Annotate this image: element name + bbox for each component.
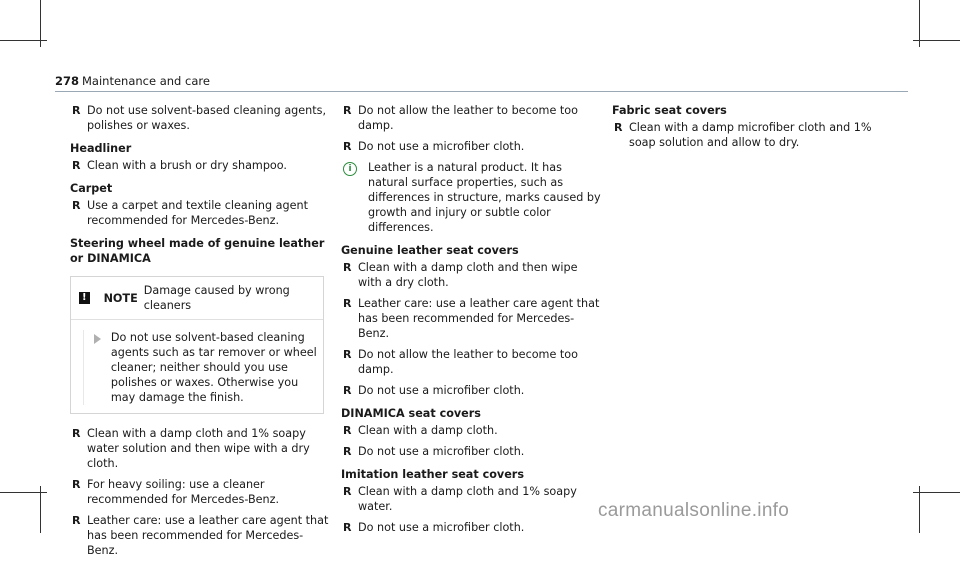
list-item bbox=[341, 139, 601, 154]
list-item bbox=[341, 260, 601, 290]
note-side-bar bbox=[83, 330, 84, 405]
bullet-icon: R bbox=[72, 199, 81, 212]
section-title: Maintenance and care bbox=[82, 74, 210, 88]
list-item bbox=[612, 120, 872, 150]
bullet-list bbox=[341, 260, 601, 398]
bullet-icon: R bbox=[614, 121, 623, 134]
list-item-text: Do not use a microfiber cloth. bbox=[358, 445, 525, 458]
bullet-list bbox=[341, 103, 601, 154]
column-1 bbox=[70, 103, 330, 564]
bullet-icon: R bbox=[343, 104, 352, 117]
bullet-icon: R bbox=[343, 261, 352, 274]
header-divider bbox=[55, 91, 908, 92]
list-item bbox=[341, 103, 601, 133]
column-2 bbox=[341, 103, 601, 541]
list-item-text: Do not use a microfiber cloth. bbox=[358, 521, 525, 534]
heading-imitation-leather: Imitation leather seat covers bbox=[341, 468, 524, 481]
list-item bbox=[70, 426, 330, 471]
list-item bbox=[341, 296, 601, 341]
heading-dinamica: DINAMICA seat covers bbox=[341, 407, 481, 420]
bullet-list bbox=[612, 120, 872, 150]
crop-mark bbox=[0, 492, 47, 493]
list-item-text: Clean with a damp cloth. bbox=[358, 424, 498, 437]
bullet-icon: R bbox=[72, 427, 81, 440]
list-item bbox=[70, 477, 330, 507]
info-note bbox=[341, 160, 601, 235]
list-item bbox=[70, 198, 330, 228]
bullet-icon: R bbox=[343, 384, 352, 397]
heading-genuine-leather: Genuine leather seat covers bbox=[341, 244, 519, 257]
list-item-text: Clean with a brush or dry shampoo. bbox=[87, 159, 287, 172]
heading-headliner: Headliner bbox=[70, 142, 132, 155]
bullet-icon: R bbox=[343, 485, 352, 498]
list-item bbox=[341, 444, 601, 459]
bullet-icon: R bbox=[72, 478, 81, 491]
list-item-text: Do not allow the leather to become too damp. bbox=[358, 348, 578, 376]
heading-fabric: Fabric seat covers bbox=[612, 104, 727, 117]
warning-icon: ! bbox=[79, 292, 90, 304]
list-item bbox=[70, 103, 330, 133]
list-item-text: Do not use a microfiber cloth. bbox=[358, 140, 525, 153]
column-3 bbox=[612, 103, 872, 156]
list-item-text: Do not use a microfiber cloth. bbox=[358, 384, 525, 397]
page-number: 278 bbox=[55, 74, 80, 88]
list-item-text: Clean with a damp cloth and 1% soapy water. bbox=[358, 485, 577, 513]
bullet-list bbox=[70, 158, 330, 173]
list-item bbox=[70, 513, 330, 558]
crop-mark bbox=[40, 486, 41, 533]
list-item-text: Leather care: use a leather care agent that has been recommended for Mercedes-Benz. bbox=[87, 514, 329, 557]
list-item-text: Use a carpet and textile cleaning agent recommended for Mercedes-Benz. bbox=[87, 199, 309, 227]
triangle-right-icon bbox=[94, 334, 101, 344]
bullet-icon: R bbox=[72, 104, 81, 117]
list-item bbox=[70, 158, 330, 173]
bullet-icon: R bbox=[343, 445, 352, 458]
list-item bbox=[341, 383, 601, 398]
bullet-list bbox=[341, 423, 601, 459]
bullet-icon: R bbox=[343, 521, 352, 534]
crop-mark bbox=[0, 40, 47, 41]
list-item-text: Do not use solvent-based cleaning agents, polishes or waxes. bbox=[87, 104, 327, 132]
note-header bbox=[71, 277, 323, 320]
crop-mark bbox=[913, 40, 960, 41]
note-box bbox=[70, 276, 324, 414]
bullet-icon: R bbox=[343, 424, 352, 437]
heading-steering-wheel: Steering wheel made of genuine leather or DINAMICA bbox=[70, 237, 325, 265]
note-body bbox=[71, 320, 323, 413]
list-item-text: Clean with a damp cloth and then wipe with a dry cloth. bbox=[358, 261, 578, 289]
list-item bbox=[341, 484, 601, 514]
bullet-icon: R bbox=[343, 348, 352, 361]
bullet-list bbox=[341, 484, 601, 535]
list-item-text: Clean with a damp microfiber cloth and 1% soap solution and allow to dry. bbox=[629, 121, 872, 149]
list-item-text: Leather care: use a leather care agent that has been recommended for Mercedes-Benz. bbox=[358, 297, 600, 340]
watermark: carmanualsonline.info bbox=[598, 500, 790, 521]
bullet-icon: R bbox=[72, 159, 81, 172]
note-title: NOTE bbox=[103, 291, 138, 305]
list-item-text: For heavy soiling: use a cleaner recommended for Mercedes-Benz. bbox=[87, 478, 280, 506]
heading-carpet: Carpet bbox=[70, 182, 113, 195]
list-item bbox=[341, 423, 601, 438]
crop-mark bbox=[913, 492, 960, 493]
list-item-text: Do not allow the leather to become too damp. bbox=[358, 104, 578, 132]
note-text: Do not use solvent-based cleaning agents such as tar remover or wheel cleaner; neither should you use polishes or waxes. Otherwise you may damage the finish. bbox=[110, 331, 317, 404]
bullet-list bbox=[70, 103, 330, 133]
info-text: Leather is a natural product. It has natural surface properties, such as differences in structure, marks caused by growth and injury or subtle color differences. bbox=[368, 161, 601, 234]
bullet-list bbox=[70, 426, 330, 558]
bullet-list bbox=[70, 198, 330, 228]
info-icon: i bbox=[343, 162, 357, 176]
bullet-icon: R bbox=[343, 297, 352, 310]
list-item-text: Clean with a damp cloth and 1% soapy water solution and then wipe with a dry cloth. bbox=[87, 427, 310, 470]
bullet-icon: R bbox=[343, 140, 352, 153]
bullet-icon: R bbox=[72, 514, 81, 527]
list-item bbox=[341, 347, 601, 377]
note-summary: Damage caused by wrong cleaners bbox=[143, 284, 290, 312]
crop-mark bbox=[919, 486, 920, 533]
